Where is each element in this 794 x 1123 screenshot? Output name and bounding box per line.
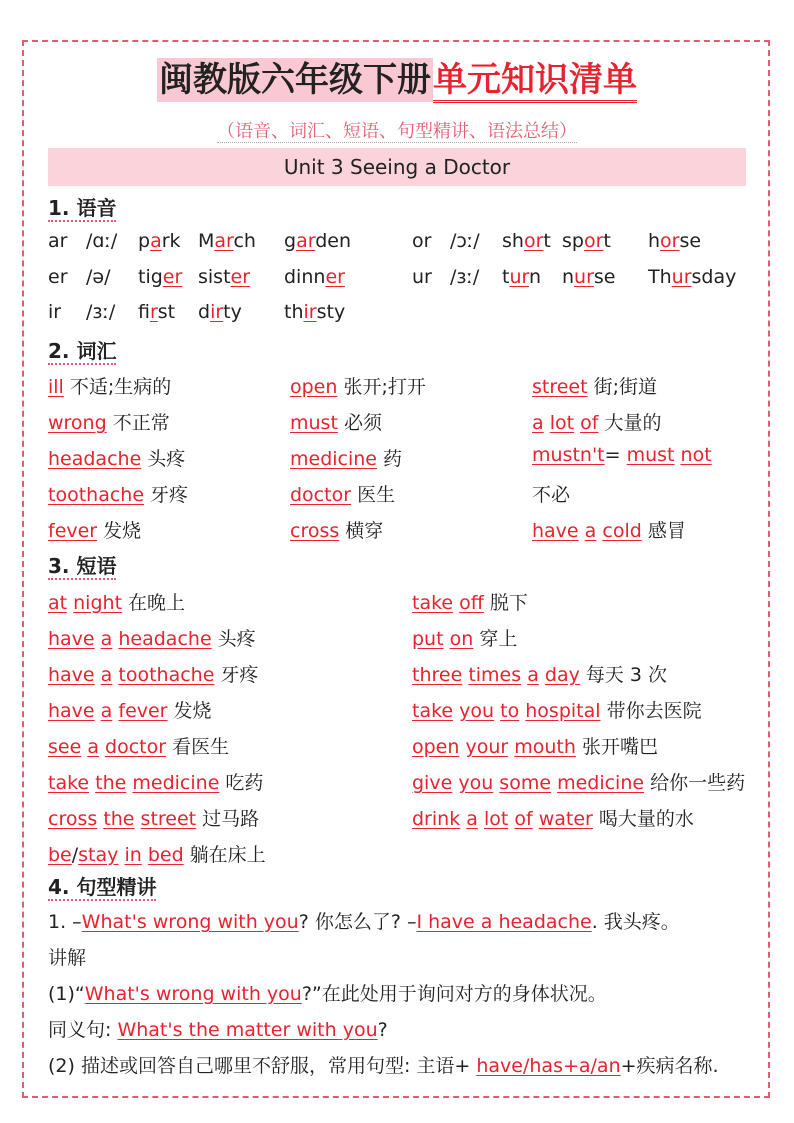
phrase-word: see [48,736,82,758]
section-heading-phrases: 3. 短语 [48,554,117,578]
phonics-word [198,266,250,288]
vocab-en-word: doctor [290,484,352,506]
phrase-word: hospital [525,700,601,722]
phonics-word [138,266,182,288]
phonics-word [562,266,616,288]
phrase-word: times [468,664,522,686]
phrase-word: the [95,772,127,794]
phrase-word: night [73,592,123,614]
phrase-word: take [48,772,90,794]
phrase-word: medicine [132,772,220,794]
vocab-item [48,408,170,435]
phonics-word-part: tig [138,266,163,288]
vocab-en-word: fever [48,520,98,542]
phrase-item [412,804,694,831]
vocab-item [48,480,188,507]
phrase-zh: 张开嘴巴 [575,736,658,758]
phrase-zh: 给你一些药 [644,772,746,794]
phonics-word-part: rk [161,230,181,252]
vocab-zh: 张开;打开 [337,376,426,398]
phrase-word: you [458,772,494,794]
vocab-en-word: must [290,412,338,434]
phonics-word-part: M [198,230,215,252]
phrase-item [412,768,745,795]
phonics-word-part: f [138,301,150,323]
phrase-word: day [544,664,580,686]
phonics-word-part: h [648,230,661,252]
phrase-zh: 脱下 [483,592,528,614]
phonics-word-part: ty [223,301,242,323]
vocab-zh: 必须 [337,412,382,434]
phonics-word-highlight: ur [509,266,529,288]
phrase-word: take [412,700,454,722]
phrase-word: mouth [514,736,576,758]
vocab-en-word: wrong [48,412,107,434]
phonics-word-part: n [562,266,575,288]
vocab-en-sep: = [604,444,621,466]
phonics-word-part: d [198,301,211,323]
section-heading-vocab: 2. 词汇 [48,339,117,363]
phonics-symbol: ur [412,266,432,288]
phrase-word: drink [412,808,461,830]
vocab-item [290,444,402,471]
phonics-ipa: /ɜː/ [450,266,480,288]
phonics-word [138,301,175,323]
phrase-item [412,696,702,723]
dashed-border-frame [22,40,770,1098]
phonics-word-highlight: ar [296,230,316,252]
vocab-en-word: street [532,376,588,398]
phonics-word-part: sist [198,266,231,288]
vocab-en-word: lot [549,412,575,434]
phonics-word [562,230,611,252]
phrase-zh: 在晚上 [122,592,186,614]
vocab-zh: 不适;生病的 [63,376,172,398]
sentence-line-3: (1)“What's wrong with you?”在此处用于询问对方的身体状况。 [48,983,607,1005]
phonics-word-part: t [603,230,611,252]
phrase-word: a [100,628,113,650]
phrase-word: lot [483,808,509,830]
phonics-word-highlight: ar [214,230,234,252]
vocab-en-word: a [532,412,544,434]
phonics-symbol: or [412,230,432,252]
phonics-word-highlight: ur [574,266,594,288]
phrase-word: have [48,664,95,686]
phrase-word: you [459,700,495,722]
phrase-zh: 牙疼 [214,664,259,686]
phrase-item [48,660,258,687]
phrase-word: fever [118,700,168,722]
vocab-en-word: have [532,520,579,542]
phonics-word [648,266,736,288]
phonics-word-part: sp [562,230,584,252]
phonics-word-highlight: ir [303,301,317,323]
sentence-line-1: 1. –What's wrong with you? 你怎么了? –I have a headache. 我头疼。 [48,911,680,933]
phrase-word: street [140,808,197,830]
phonics-word [284,230,351,252]
phonics-ipa: /ɔː/ [450,230,480,252]
phonics-word-highlight: ir [210,301,224,323]
phonics-word-highlight: ir [149,301,158,323]
vocab-en-word: mustn't [532,444,605,466]
phrase-item [48,768,263,795]
vocab-item [48,444,185,471]
phonics-word [284,266,345,288]
phrase-word: your [465,736,509,758]
phonics-word [284,301,345,323]
phrase-word: open [412,736,460,758]
vocab-item [290,480,395,507]
phrase-item [48,588,185,615]
phonics-word-part: sday [691,266,737,288]
vocab-en-word: of [580,412,599,434]
phrase-item [412,588,528,615]
phonics-ipa: /ɜː/ [86,301,116,323]
phrase-word: a [100,664,113,686]
phrase-word: stay [78,844,119,866]
phonics-word-part: sh [502,230,524,252]
phrase-word: doctor [105,736,167,758]
phrase-word: a [100,700,113,722]
phonics-word-part: st [157,301,176,323]
phrase-word: three [412,664,463,686]
phrase-sep: / [71,844,79,866]
vocab-zh: 头疼 [141,448,186,470]
vocab-item [48,372,171,399]
phrase-word: headache [118,628,212,650]
vocab-item [532,372,657,399]
phrase-item [48,696,212,723]
title-part1: 闽教版六年级下册 [159,60,431,100]
phonics-word-part: se [593,266,616,288]
phrase-word: in [124,844,142,866]
phrase-zh: 带你去医院 [600,700,702,722]
section-heading-phonics: 1. 语音 [48,196,117,220]
section-heading-sentences: 4. 句型精讲 [48,875,157,899]
phonics-word [502,266,541,288]
title-part2: 单元知识清单 [433,60,637,103]
vocab-zh: 医生 [351,484,396,506]
phrase-item [48,804,259,831]
phonics-word-part: p [138,230,151,252]
phrase-word: some [499,772,552,794]
phonics-symbol: er [48,266,68,288]
vocab-zh: 街;街道 [587,376,658,398]
vocab-zh: 感冒 [641,520,686,542]
vocab-item [532,444,712,466]
sentence-line-4: 同义句: What's the matter with you? [48,1019,388,1041]
phonics-word [138,230,181,252]
vocab-zh: 横穿 [339,520,384,542]
phonics-word [502,230,551,252]
phonics-word-part: sty [316,301,346,323]
phrase-item [412,732,658,759]
phrase-word: cross [48,808,98,830]
phrase-word: toothache [118,664,215,686]
unit-title-bar: Unit 3 Seeing a Doctor [48,148,746,186]
phonics-word-part: g [284,230,297,252]
vocab-en-word: cold [602,520,642,542]
vocab-en-word: toothache [48,484,145,506]
phonics-symbol: ir [48,301,62,323]
phrase-item [48,624,256,651]
vocab-en-word: not [680,444,712,466]
phrase-word: medicine [557,772,645,794]
phonics-word [648,230,701,252]
vocab-en-word: open [290,376,338,398]
vocab-en-word: ill [48,376,64,398]
phrase-word: on [449,628,474,650]
phonics-word-part: th [284,301,304,323]
vocab-item [290,516,383,543]
vocab-en-word: headache [48,448,142,470]
phonics-symbol: ar [48,230,68,252]
phonics-word-part: dinn [284,266,326,288]
vocab-en-word: must [626,444,675,466]
vocab-en-word: medicine [290,448,377,470]
vocab-zh: 药 [377,448,403,470]
phonics-word-highlight: ur [671,266,692,288]
phrase-zh: 看医生 [166,736,230,758]
phrase-word: have [48,700,95,722]
phonics-word [198,230,256,252]
vocab-en-word: cross [290,520,340,542]
vocab-item [532,408,661,435]
phonics-word [198,301,242,323]
phonics-word-part: ch [233,230,256,252]
phonics-word-part: t [502,266,510,288]
phrase-zh: 躺在床上 [183,844,266,866]
phrase-word: a [466,808,478,830]
phrase-word: at [48,592,68,614]
phrase-zh: 过马路 [196,808,260,830]
phrase-item [48,840,266,867]
sentence-line-5: (2) 描述或回答自己哪里不舒服，常用句型: 主语+ have/has+a/an+疾病名称. [48,1055,719,1077]
phrase-item [412,660,667,687]
phrase-word: take [412,592,454,614]
phonics-word-highlight: or [660,230,680,252]
phrase-word: a [87,736,99,758]
vocab-zh: 大量的 [598,412,662,434]
vocab-item [290,372,426,399]
phrase-word: water [538,808,593,830]
phrase-zh: 头疼 [211,628,256,650]
sentence-line-2: 讲解 [48,947,87,969]
phrase-zh: 吃药 [219,772,264,794]
vocab-item [48,516,141,543]
phrase-item [412,624,517,651]
phonics-word-part: se [679,230,702,252]
phonics-word-highlight: or [523,230,544,252]
phonics-ipa: /ə/ [86,266,111,288]
phrase-zh: 喝大量的水 [592,808,694,830]
vocab-zh: 不必 [532,484,571,506]
phonics-word-highlight: or [583,230,604,252]
vocab-item [532,516,686,543]
vocab-zh: 发烧 [97,520,142,542]
phrase-word: a [527,664,539,686]
phrase-word: off [459,592,484,614]
phrase-word: put [412,628,444,650]
vocab-item [532,480,570,507]
page-title [0,52,794,101]
phrase-word: bed [147,844,184,866]
vocab-item [290,408,382,435]
phrase-zh: 每天 3 次 [579,664,668,686]
phrase-word: be [48,844,72,866]
phrase-word: the [103,808,135,830]
vocab-en-word: a [584,520,597,542]
phrase-word: to [500,700,520,722]
phonics-ipa: /ɑː/ [86,230,118,252]
phonics-word-part: t [543,230,551,252]
phonics-word-highlight: a [150,230,162,252]
phrase-item [48,732,229,759]
phonics-word-part: den [315,230,351,252]
phonics-word-highlight: er [162,266,183,288]
phrase-word: have [48,628,95,650]
phonics-word-highlight: er [325,266,345,288]
vocab-zh: 牙疼 [144,484,189,506]
phrase-zh: 发烧 [167,700,212,722]
vocab-zh: 不正常 [106,412,170,434]
phonics-word-part: n [528,266,542,288]
phrase-word: of [514,808,533,830]
page-subtitle: （语音、词汇、短语、句型精讲、语法总结） [217,121,577,142]
phonics-word-highlight: er [230,266,251,288]
phonics-word-part: Th [648,266,672,288]
phrase-word: give [412,772,453,794]
phrase-zh: 穿上 [473,628,518,650]
